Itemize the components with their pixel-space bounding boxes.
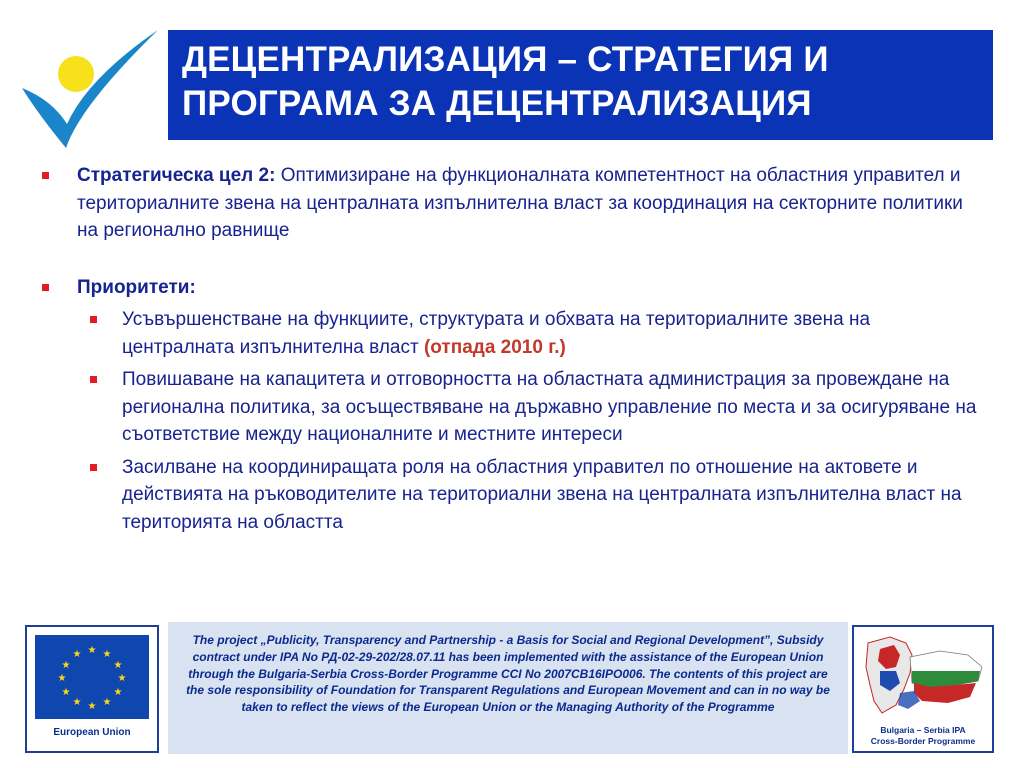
svg-text:★: ★ <box>102 697 112 708</box>
bulgaria-serbia-map-icon <box>860 633 988 726</box>
priority-text: Засилване на координиращата роля на областния управител по отношение на актовете и действията на ръководителите на териториални звена на централната изпълнителна власт на територията на областта <box>122 456 962 533</box>
svg-text:★: ★ <box>117 673 127 684</box>
ipa-label <box>854 725 992 747</box>
footer <box>0 612 1024 768</box>
bullet-icon <box>42 172 49 179</box>
svg-text:★: ★ <box>72 649 82 660</box>
bullet-icon <box>90 376 97 383</box>
svg-text:★: ★ <box>87 701 97 712</box>
svg-text:★: ★ <box>57 673 67 684</box>
svg-text:★: ★ <box>61 687 71 698</box>
priorities-label: Приоритети: <box>77 276 196 298</box>
bullet-icon <box>90 464 97 471</box>
bullet-icon <box>42 284 49 291</box>
eu-flag-icon <box>35 635 149 719</box>
svg-text:★: ★ <box>72 697 82 708</box>
priority-item-1 <box>36 306 986 361</box>
goal-text: Оптимизиране на функционалната компетентност на областния управител и териториалните звена на централната изпълнителна власт за координация на секторните политики на регионално равнище <box>77 165 963 241</box>
svg-text:★: ★ <box>61 660 71 671</box>
goal-item <box>36 162 986 245</box>
priority-text: Усъвършенстване на функциите, структурата и обхвата на териториалните звена на централната изпълнителна власт <box>122 309 871 358</box>
priority-item-2 <box>36 366 986 449</box>
priority-note: (отпада 2010 г.) <box>423 336 566 358</box>
eu-logo <box>25 625 159 753</box>
checkmark-sun-logo-icon <box>18 28 168 158</box>
ipa-logo <box>852 625 994 753</box>
svg-text:★: ★ <box>102 649 112 660</box>
goal-label: Стратегическа цел 2: <box>77 165 276 186</box>
title-line-1: ДЕЦЕНТРАЛИЗАЦИЯ – СТРАТЕГИЯ И <box>182 40 829 79</box>
priority-item-3 <box>36 454 986 537</box>
slide-content <box>36 162 986 536</box>
svg-text:★: ★ <box>113 687 123 698</box>
priority-text: Повишаване на капацитета и отговорността на областната администрация за провеждане на регионална политика, за осъществяване на държавно управление по места и за осигуряване на съответствие между националните и местните интереси <box>122 369 977 445</box>
slide-title <box>168 30 993 140</box>
priorities-item <box>36 274 986 302</box>
eu-label: European Union <box>53 727 131 738</box>
svg-text:★: ★ <box>113 660 123 671</box>
ipa-label-line-1: Bulgaria – Serbia IPA <box>880 725 966 735</box>
svg-text:★: ★ <box>87 645 97 656</box>
disclaimer-text: The project „Publicity, Transparency and Partnership - a Basis for Social and Regional Development”, Subsidy contract under IPA No РД-02-29-202/28.07.11 has been implemented with the assistance of the European Union through the Bulgaria-Serbia Cross-Border Programme CCI No 2007CB16IPO006. The contents of this project are the sole responsibility of Foundation for Transparent Regulations and European Movement and can in no way be taken to reflect the views of the European Union or the Managing Authority of the Programme <box>168 622 848 754</box>
title-line-2: ПРОГРАМА ЗА ДЕЦЕНТРАЛИЗАЦИЯ <box>182 84 812 123</box>
ipa-label-line-2: Cross-Border Programme <box>870 736 976 746</box>
bullet-icon <box>90 316 97 323</box>
